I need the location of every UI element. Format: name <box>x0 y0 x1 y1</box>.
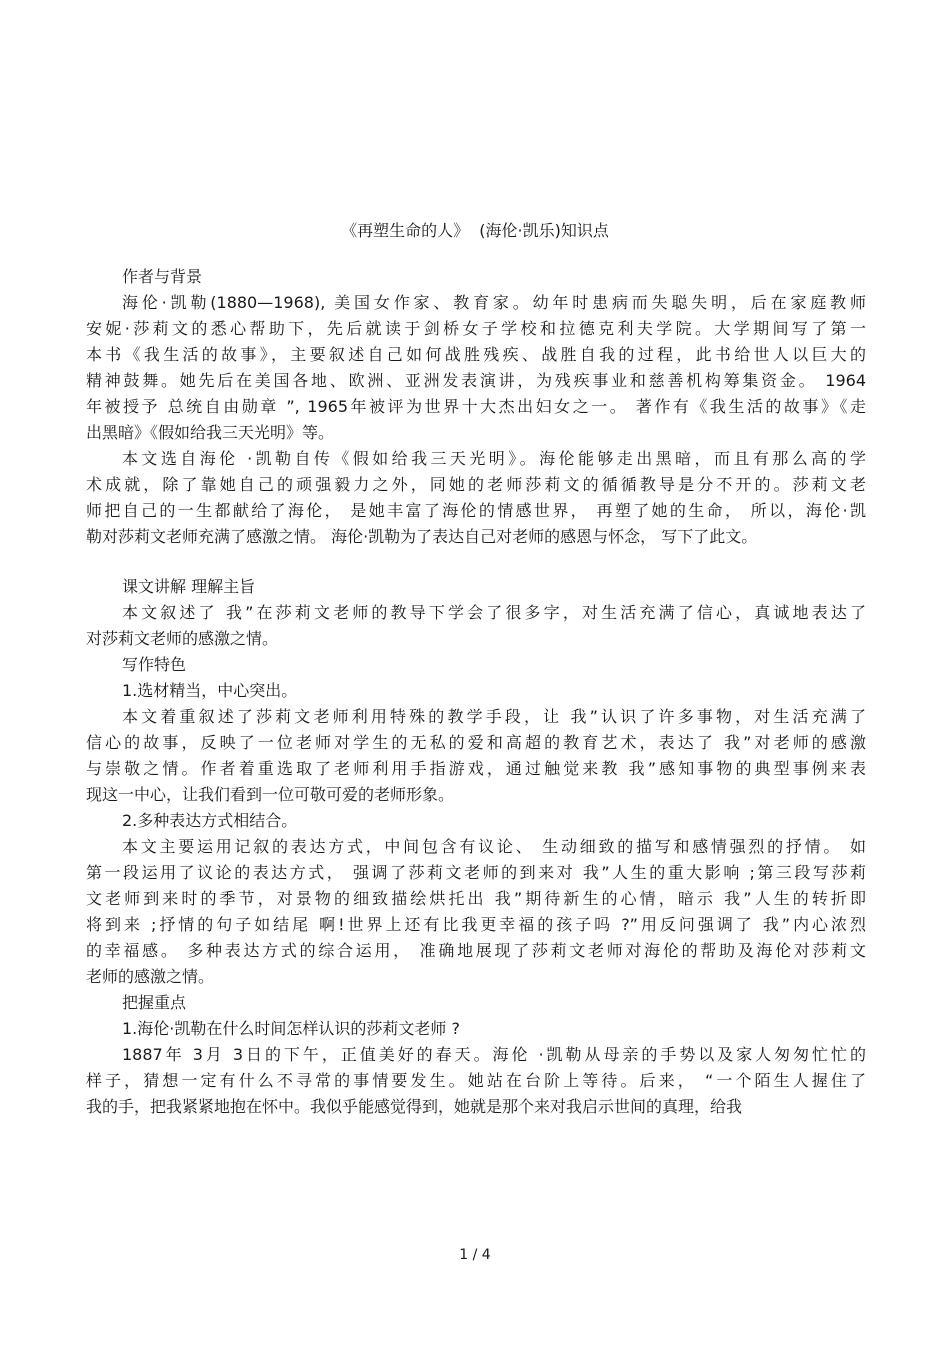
paragraph-line: 本文叙述了 我”在莎莉文老师的教导下学会了很多字，对生活充满了信心，真诚地表达了 <box>122 603 866 622</box>
section-heading-key-points: 把握重点 <box>122 993 187 1012</box>
paragraph-line: 勒对莎莉文老师充满了感激之情。 海伦·凯勒为了表达自己对老师的感恩与怀念， 写下了此文。 <box>86 527 758 546</box>
paragraph-line: 本文着重叙述了莎莉文老师利用特殊的教学手段，让 我”认识了许多事物，对生活充满了 <box>122 707 866 726</box>
paragraph-line: 本书《我生活的故事》，主要叙述自己如何战胜残疾、战胜自我的过程，此书给世人以巨大的 <box>86 345 866 364</box>
document-title: 《再塑生命的人》 (海伦·凯乐)知识点 <box>341 221 609 240</box>
paragraph-line: 本文主要运用记叙的表达方式，中间包含有议论、 生动细致的描写和感情强烈的抒情。 如 <box>122 837 866 856</box>
paragraph-line: 术成就，除了靠她自己的顽强毅力之外，同她的老师莎莉文的循循教导是分不开的。莎莉文老 <box>86 475 866 494</box>
paragraph-line: 信心的故事，反映了一位老师对学生的无私的爱和高超的教育艺术，表达了 我”对老师的感激 <box>86 733 866 752</box>
paragraph-line: 师把自己的一生都献给了海伦， 是她丰富了海伦的情感世界， 再塑了她的生命， 所以，海伦·凯 <box>86 501 866 520</box>
paragraph-line: 与崇敬之情。作者着重选取了老师利用手指游戏，通过触觉来教 我”感知事物的典型事例来表 <box>86 759 866 778</box>
paragraph-line: 精神鼓舞。她先后在美国各地、欧洲、亚洲发表演讲，为残疾事业和慈善机构筹集资金。 1964 <box>86 371 866 390</box>
paragraph-line: 的幸福感。 多种表达方式的综合运用， 准确地展现了莎莉文老师对海伦的帮助及海伦对莎莉文 <box>86 941 866 960</box>
paragraph-line: 出黑暗》《假如给我三天光明》等。 <box>86 423 335 442</box>
section-heading-author: 作者与背景 <box>122 267 203 286</box>
paragraph-line: 年被授予 总统自由勋章 ”, 1965年被评为世界十大杰出妇女之一。 著作有《我生活的故事》《走 <box>86 397 866 416</box>
paragraph-line: 将到来 ;抒情的句子如结尾 啊!世界上还有比我更幸福的孩子吗 ?”用反问强调了 我”内心浓烈 <box>86 915 866 934</box>
paragraph-line: 我的手，把我紧紧地抱在怀中。我似乎能感觉得到，她就是那个来对我启示世间的真理，给我 <box>86 1097 743 1116</box>
page-number: 1 / 4 <box>459 1247 491 1263</box>
paragraph-line: 样子，猜想一定有什么不寻常的事情要发生。她站在台阶上等待。后来， “一个陌生人握住了 <box>86 1071 866 1090</box>
paragraph-line: 对莎莉文老师的感激之情。 <box>86 629 279 648</box>
point-title-2: 2.多种表达方式相结合。 <box>122 811 298 830</box>
paragraph-line: 文老师到来时的季节，对景物的细致描绘烘托出 我”期待新生的心情，暗示 我”人生的转折即 <box>86 889 866 908</box>
section-heading-lesson: 课文讲解 理解主旨 <box>122 577 256 596</box>
point-title-1: 1.选材精当，中心突出。 <box>122 681 298 700</box>
paragraph-line: 老师的感激之情。 <box>86 967 215 986</box>
paragraph-gap <box>86 550 866 574</box>
paragraph-line: 1887年 3月 3日的下午，正值美好的春天。海伦 ·凯勒从母亲的手势以及家人匆匆忙忙的 <box>122 1045 866 1064</box>
question-1: 1.海伦·凯勒在什么时间怎样认识的莎莉文老师 ? <box>122 1019 460 1038</box>
sub-heading-writing-features: 写作特色 <box>122 655 187 674</box>
document-body <box>86 264 866 1120</box>
paragraph-line: 安妮·莎莉文的悉心帮助下，先后就读于剑桥女子学校和拉德克利夫学院。大学期间写了第一 <box>86 319 866 338</box>
paragraph-line: 第一段运用了议论的表达方式， 强调了莎莉文老师的到来对 我”人生的重大影响 ;第三段写莎莉 <box>86 863 866 882</box>
paragraph-line: 海伦·凯勒(1880—1968), 美国女作家、教育家。幼年时患病而失聪失明，后在家庭教师 <box>122 293 866 312</box>
paragraph-line: 本文选自海伦 ·凯勒自传《假如给我三天光明》。海伦能够走出黑暗，而且有那么高的学 <box>122 449 866 468</box>
paragraph-line: 现这一中心，让我们看到一位可敬可爱的老师形象。 <box>86 785 455 804</box>
